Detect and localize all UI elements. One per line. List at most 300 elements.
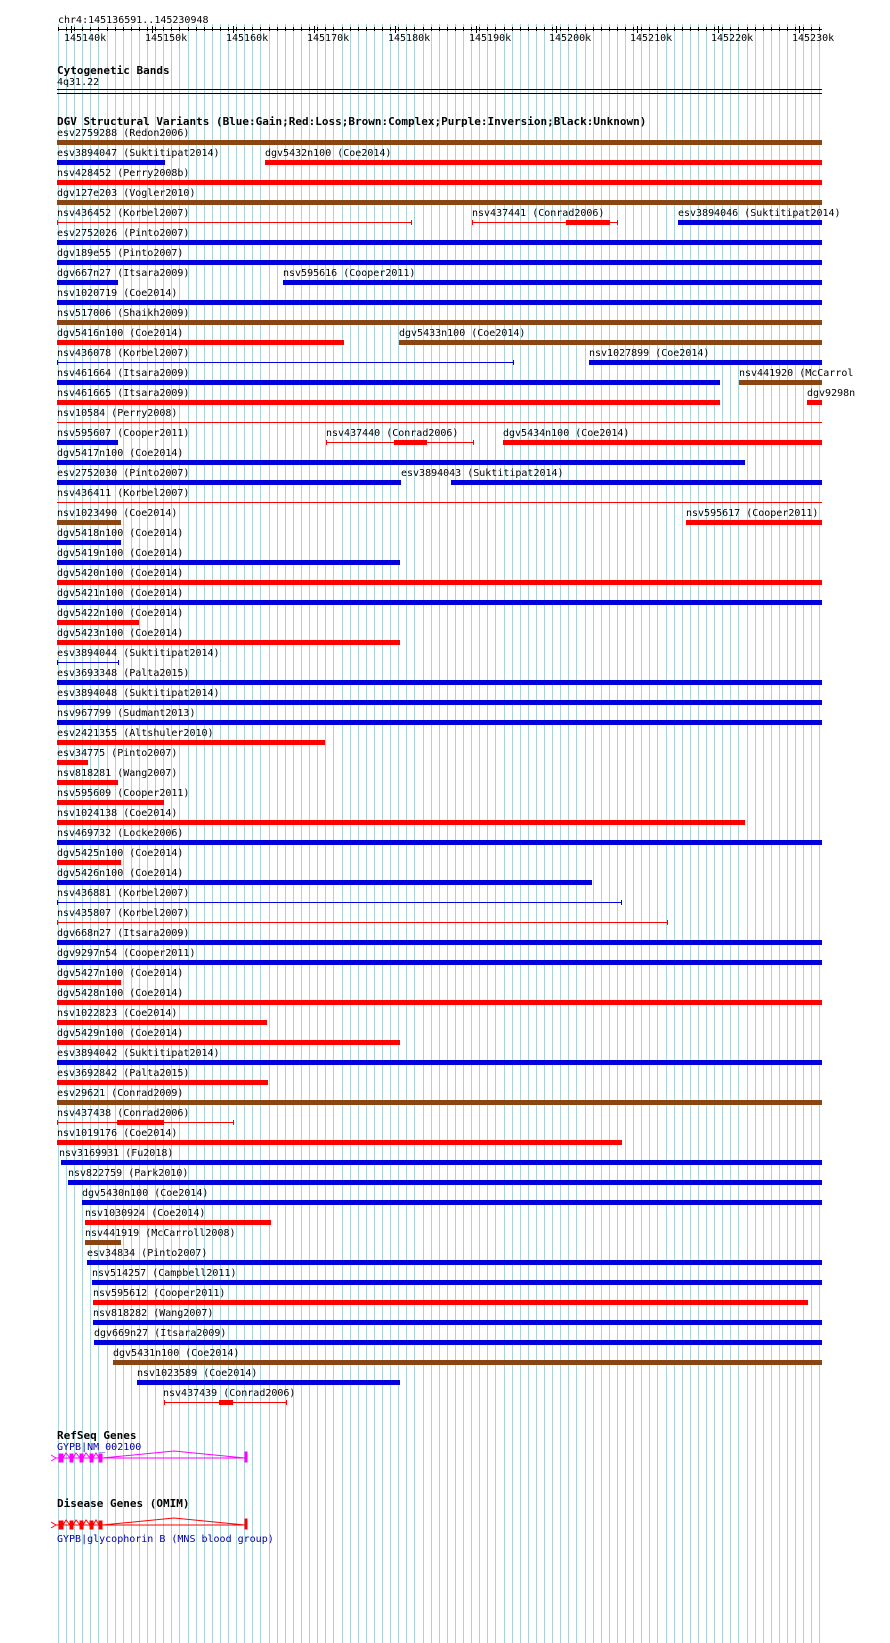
ruler-minor-tick [204,27,205,31]
variant-core-bar[interactable] [117,1120,164,1125]
variant-bar[interactable] [57,640,400,645]
variant-bar[interactable] [57,662,118,663]
cytoband-line-bottom [57,93,822,94]
variant-label[interactable]: dgv5431n100 (Coe2014) [113,1348,240,1359]
ruler-minor-tick [260,27,261,31]
refseq-gene-label[interactable]: GYPB|NM_002100 [57,1442,142,1453]
variant-bar[interactable] [57,620,139,625]
variant-bar[interactable] [57,280,118,285]
ruler-minor-tick [90,27,91,31]
variant-bar[interactable] [57,780,118,785]
variant-bar[interactable] [57,240,822,245]
ruler-minor-tick [382,27,383,31]
ruler-minor-tick [771,27,772,31]
grid-line [633,24,634,1643]
omim-gene-label[interactable]: GYPB|glycophorin B (MNS blood group) [57,1534,274,1545]
variant-bar[interactable] [57,200,822,205]
variant-bar[interactable] [82,1200,822,1205]
variant-label[interactable]: nsv1020719 (Coe2014) [57,288,178,299]
grid-line [560,24,561,1643]
variant-bar[interactable] [589,360,822,365]
grid-line [236,24,237,1643]
variant-bar[interactable] [85,1240,121,1245]
ruler-minor-tick [431,27,432,31]
region-label: chr4:145136591..145230948 [58,15,209,26]
variant-label[interactable]: nsv436881 (Korbel2007) [57,888,190,899]
variant-bar[interactable] [57,340,344,345]
grid-line [771,24,772,1643]
ruler-minor-tick [66,27,67,31]
variant-label[interactable]: esv29621 (Conrad2009) [57,1088,184,1099]
variant-label[interactable]: dgv9298n [807,388,856,399]
grid-line [520,24,521,1643]
ruler-minor-tick [220,27,221,31]
grid-line [649,24,650,1643]
variant-label[interactable]: nsv1030924 (Coe2014) [85,1208,206,1219]
variant-label[interactable]: dgv5429n100 (Coe2014) [57,1028,184,1039]
ruler-minor-tick [657,27,658,31]
variant-end-tick [57,360,58,365]
variant-bar[interactable] [57,520,121,525]
variant-end-tick [57,220,58,225]
ruler-minor-tick [479,27,480,31]
ruler-minor-tick [115,27,116,31]
variant-label[interactable]: dgv5420n100 (Coe2014) [57,568,184,579]
variant-bar[interactable] [92,1280,822,1285]
grid-line [625,24,626,1643]
variant-bar[interactable] [57,540,121,545]
variant-label[interactable]: esv34834 (Pinto2007) [87,1248,208,1259]
grid-line [317,24,318,1643]
variant-label[interactable]: nsv436411 (Korbel2007) [57,488,190,499]
grid-line [406,24,407,1643]
variant-bar[interactable] [57,502,822,503]
variant-bar[interactable] [503,440,822,445]
variant-bar[interactable] [57,440,118,445]
variant-label[interactable]: dgv5427n100 (Coe2014) [57,968,184,979]
variant-core-bar[interactable] [566,220,610,225]
ruler-minor-tick [617,27,618,31]
variant-bar[interactable] [57,902,621,903]
grid-line [698,24,699,1643]
variant-bar[interactable] [57,260,822,265]
grid-line [576,24,577,1643]
ruler-minor-tick [358,27,359,31]
grid-line [714,24,715,1643]
variant-bar[interactable] [57,880,592,885]
variant-label[interactable]: dgv5428n100 (Coe2014) [57,988,184,999]
grid-line [544,24,545,1643]
cytoband-title: Cytogenetic Bands [57,64,170,77]
variant-bar[interactable] [57,600,822,605]
variant-label[interactable]: nsv1023490 (Coe2014) [57,508,178,519]
variant-bar[interactable] [61,1160,822,1165]
grid-line [657,24,658,1643]
variant-label[interactable]: nsv428452 (Perry2008b) [57,168,190,179]
ruler-minor-tick [414,27,415,31]
variant-bar[interactable] [57,980,121,985]
variant-bar[interactable] [399,340,822,345]
ruler-minor-tick [633,27,634,31]
variant-bar[interactable] [57,1000,822,1005]
variant-label[interactable]: dgv5422n100 (Coe2014) [57,608,184,619]
variant-label[interactable]: nsv514257 (Campbell2011) [92,1268,237,1279]
ruler-minor-tick [423,27,424,31]
grid-line [342,24,343,1643]
grid-line [431,24,432,1643]
variant-bar[interactable] [807,400,822,405]
variant-bar[interactable] [93,1300,808,1305]
ruler-minor-tick [228,27,229,31]
refseq-track-title: RefSeq Genes [57,1429,137,1442]
ruler-minor-tick [155,27,156,31]
variant-label[interactable]: dgv189e55 (Pinto2007) [57,248,184,259]
variant-bar[interactable] [57,300,822,305]
ruler-minor-tick [277,27,278,31]
ruler-minor-tick [649,27,650,31]
ruler-minor-tick [641,27,642,31]
ruler-minor-tick [576,27,577,31]
ruler-minor-tick [163,27,164,31]
variant-bar[interactable] [57,940,822,945]
variant-label[interactable]: esv3894047 (Suktitipat2014) [57,148,220,159]
ruler-tick-label: 145210k [630,33,673,44]
variant-label[interactable]: esv3894044 (Suktitipat2014) [57,648,220,659]
variant-label[interactable]: nsv10584 (Perry2008) [57,408,178,419]
variant-bar[interactable] [57,362,513,363]
variant-bar[interactable] [57,480,401,485]
ruler-tick-label: 145170k [307,33,350,44]
grid-line [617,24,618,1643]
variant-label[interactable]: nsv436452 (Korbel2007) [57,208,190,219]
variant-label[interactable]: esv2752026 (Pinto2007) [57,228,190,239]
variant-label[interactable]: dgv669n27 (Itsara2009) [94,1328,227,1339]
ruler-minor-tick [107,27,108,31]
grid-line [552,24,553,1643]
grid-line [674,24,675,1643]
variant-label[interactable]: dgv5421n100 (Coe2014) [57,588,184,599]
variant-label[interactable]: nsv818281 (Wang2007) [57,768,178,779]
variant-label[interactable]: dgv5425n100 (Coe2014) [57,848,184,859]
grid-line [350,24,351,1643]
grid-line [212,24,213,1643]
grid-line [528,24,529,1643]
variant-label[interactable]: nsv435807 (Korbel2007) [57,908,190,919]
variant-label[interactable]: nsv441919 (McCarroll2008) [85,1228,236,1239]
ruler-minor-tick [706,27,707,31]
grid-line [512,24,513,1643]
ruler-minor-tick [366,27,367,31]
variant-label[interactable]: nsv818282 (Wang2007) [93,1308,214,1319]
variant-label[interactable]: esv3894043 (Suktitipat2014) [401,468,564,479]
variant-label[interactable]: dgv5433n100 (Coe2014) [399,328,526,339]
variant-end-tick [57,920,58,925]
grid-line [795,24,796,1643]
variant-label[interactable]: dgv5418n100 (Coe2014) [57,528,184,539]
variant-bar[interactable] [68,1180,822,1185]
ruler-minor-tick [212,27,213,31]
variant-end-tick [286,1400,287,1405]
ruler-minor-tick [236,27,237,31]
grid-line [269,24,270,1643]
cytoband-name[interactable]: 4q31.22 [57,77,100,88]
variant-bar[interactable] [57,1100,822,1105]
grid-line [819,24,820,1643]
variant-label[interactable]: nsv1019176 (Coe2014) [57,1128,178,1139]
variant-label[interactable]: esv2421355 (Altshuler2010) [57,728,214,739]
ruler-minor-tick [795,27,796,31]
variant-label[interactable]: esv2759288 (Redon2006) [57,128,190,139]
variant-core-bar[interactable] [394,440,427,445]
ruler-tick-label: 145230k [792,33,835,44]
variant-bar[interactable] [57,140,822,145]
variant-label[interactable]: nsv437439 (Conrad2006) [163,1388,296,1399]
ruler-minor-tick [730,27,731,31]
variant-bar[interactable] [113,1360,822,1365]
ruler-tick-label: 145180k [388,33,431,44]
ruler-minor-tick [568,27,569,31]
grid-line [755,24,756,1643]
variant-bar[interactable] [57,1060,822,1065]
variant-label[interactable]: dgv5423n100 (Coe2014) [57,628,184,639]
ruler-major-tick [637,26,638,33]
ruler-minor-tick [309,27,310,31]
variant-bar[interactable] [57,380,720,385]
variant-label[interactable]: dgv127e203 (Vogler2010) [57,188,196,199]
grid-line [447,24,448,1643]
ruler-minor-tick [666,27,667,31]
grid-line [471,24,472,1643]
variant-bar[interactable] [678,220,822,225]
ruler-minor-tick [787,27,788,31]
ruler-minor-tick [463,27,464,31]
variant-label[interactable]: nsv469732 (Locke2006) [57,828,184,839]
variant-label[interactable]: dgv5434n100 (Coe2014) [503,428,630,439]
ruler-minor-tick [552,27,553,31]
ruler-minor-tick [536,27,537,31]
variant-bar[interactable] [57,740,325,745]
variant-bar[interactable] [57,680,822,685]
ruler-minor-tick [690,27,691,31]
variant-bar[interactable] [57,422,822,423]
variant-label[interactable]: esv34775 (Pinto2007) [57,748,178,759]
variant-label[interactable]: nsv595607 (Cooper2011) [57,428,190,439]
grid-line [722,24,723,1643]
variant-bar[interactable] [87,1260,822,1265]
grid-line [439,24,440,1643]
ruler-minor-tick [244,27,245,31]
grid-line [666,24,667,1643]
variant-end-tick [513,360,514,365]
variant-bar[interactable] [57,400,720,405]
omim-gene-model-icon[interactable] [0,1515,260,1535]
variant-label[interactable]: esv3894042 (Suktitipat2014) [57,1048,220,1059]
grid-line [690,24,691,1643]
variant-label[interactable]: dgv5432n100 (Coe2014) [265,148,392,159]
variant-label[interactable]: esv3693348 (Palta2015) [57,668,190,679]
ruler-minor-tick [747,27,748,31]
variant-label[interactable]: nsv3169931 (Fu2018) [59,1148,174,1159]
variant-end-tick [617,220,618,225]
variant-bar[interactable] [85,1220,271,1225]
ruler-minor-tick [179,27,180,31]
grid-line [366,24,367,1643]
grid-line [536,24,537,1643]
variant-label[interactable]: dgv5416n100 (Coe2014) [57,328,184,339]
variant-bar[interactable] [57,922,667,923]
variant-label[interactable]: nsv517006 (Shaikh2009) [57,308,190,319]
variant-bar[interactable] [57,700,822,705]
grid-line [390,24,391,1643]
variant-label[interactable]: dgv5419n100 (Coe2014) [57,548,184,559]
variant-label[interactable]: dgv667n27 (Itsara2009) [57,268,190,279]
variant-core-bar[interactable] [219,1400,233,1405]
variant-label[interactable]: esv3692842 (Palta2015) [57,1068,190,1079]
variant-bar[interactable] [57,800,164,805]
ruler-minor-tick [471,27,472,31]
variant-bar[interactable] [57,560,400,565]
ruler-tick-label: 145190k [469,33,512,44]
grid-line [325,24,326,1643]
variant-bar[interactable] [57,760,88,765]
variant-bar[interactable] [57,1140,622,1145]
variant-label[interactable]: nsv441920 (McCarrol [739,368,854,379]
variant-bar[interactable] [93,1320,822,1325]
refseq-gene-model-icon[interactable] [0,1450,260,1470]
ruler-minor-tick [455,27,456,31]
ruler-minor-tick [147,27,148,31]
grid-line [747,24,748,1643]
variant-label[interactable]: nsv1022823 (Coe2014) [57,1008,178,1019]
ruler-minor-tick [285,27,286,31]
variant-bar[interactable] [265,160,822,165]
variant-label[interactable]: dgv9297n54 (Cooper2011) [57,948,196,959]
ruler-minor-tick [301,27,302,31]
variant-label[interactable]: nsv595616 (Cooper2011) [283,268,416,279]
variant-end-tick [57,660,58,665]
variant-label[interactable]: dgv5430n100 (Coe2014) [82,1188,209,1199]
grid-line [779,24,780,1643]
grid-line [301,24,302,1643]
variant-bar[interactable] [57,1080,268,1085]
variant-bar[interactable] [57,840,822,845]
ruler-minor-tick [342,27,343,31]
ruler-minor-tick [439,27,440,31]
ruler-minor-tick [755,27,756,31]
ruler-major-tick [395,26,396,33]
ruler-minor-tick [682,27,683,31]
variant-bar[interactable] [57,1020,267,1025]
variant-end-tick [57,1120,58,1125]
variant-label[interactable]: dgv668n27 (Itsara2009) [57,928,190,939]
variant-bar[interactable] [57,160,165,165]
variant-bar[interactable] [57,820,745,825]
variant-bar[interactable] [57,460,745,465]
variant-bar[interactable] [57,222,411,223]
ruler-minor-tick [504,27,505,31]
variant-label[interactable]: nsv461664 (Itsara2009) [57,368,190,379]
variant-bar[interactable] [57,320,822,325]
variant-bar[interactable] [57,1040,400,1045]
grid-line [333,24,334,1643]
variant-bar[interactable] [739,380,822,385]
grid-line [204,24,205,1643]
grid-line [706,24,707,1643]
grid-line [414,24,415,1643]
ruler-minor-tick [544,27,545,31]
variant-end-tick [326,440,327,445]
ruler-minor-tick [398,27,399,31]
variant-bar[interactable] [686,520,822,525]
grid-line [585,24,586,1643]
grid-line [609,24,610,1643]
variant-label[interactable]: nsv595612 (Cooper2011) [93,1288,226,1299]
grid-line [358,24,359,1643]
ruler-minor-tick [98,27,99,31]
grid-line [811,24,812,1643]
variant-label[interactable]: dgv5426n100 (Coe2014) [57,868,184,879]
variant-bar[interactable] [94,1340,822,1345]
variant-bar[interactable] [57,580,822,585]
variant-label[interactable]: nsv1023589 (Coe2014) [137,1368,258,1379]
grid-line [398,24,399,1643]
variant-end-tick [667,920,668,925]
ruler-minor-tick [188,27,189,31]
variant-bar[interactable] [57,180,822,185]
grid-line [568,24,569,1643]
ruler-minor-tick [333,27,334,31]
ruler-tick-label: 145150k [145,33,188,44]
grid-line [487,24,488,1643]
variant-label[interactable]: esv3894046 (Suktitipat2014) [678,208,841,219]
variant-bar[interactable] [57,860,121,865]
grid-line [593,24,594,1643]
grid-line [277,24,278,1643]
grid-line [309,24,310,1643]
variant-bar[interactable] [283,280,822,285]
grid-line [455,24,456,1643]
variant-label[interactable]: esv3894048 (Suktitipat2014) [57,688,220,699]
variant-label[interactable]: nsv436078 (Korbel2007) [57,348,190,359]
ruler-minor-tick [487,27,488,31]
variant-bar[interactable] [57,960,822,965]
ruler-minor-tick [131,27,132,31]
variant-end-tick [472,220,473,225]
variant-label[interactable]: nsv1027899 (Coe2014) [589,348,710,359]
variant-label[interactable]: nsv437440 (Conrad2006) [326,428,459,439]
variant-label[interactable]: nsv437438 (Conrad2006) [57,1108,190,1119]
ruler-minor-tick [447,27,448,31]
variant-label[interactable]: nsv595609 (Cooper2011) [57,788,190,799]
variant-label[interactable]: nsv595617 (Cooper2011) [686,508,819,519]
variant-bar[interactable] [451,480,822,485]
variant-label[interactable]: nsv461665 (Itsara2009) [57,388,190,399]
grid-line [244,24,245,1643]
variant-label[interactable]: nsv822759 (Park2010) [68,1168,189,1179]
variant-label[interactable]: esv2752030 (Pinto2007) [57,468,190,479]
variant-label[interactable]: nsv1024138 (Coe2014) [57,808,178,819]
variant-label[interactable]: nsv437441 (Conrad2006) [472,208,605,219]
grid-line [423,24,424,1643]
variant-bar[interactable] [137,1380,400,1385]
ruler-minor-tick [390,27,391,31]
ruler-axis [58,29,822,30]
grid-line [463,24,464,1643]
variant-bar[interactable] [57,720,822,725]
ruler-minor-tick [722,27,723,31]
variant-label[interactable]: nsv967799 (Sudmant2013) [57,708,196,719]
variant-label[interactable]: dgv5417n100 (Coe2014) [57,448,184,459]
